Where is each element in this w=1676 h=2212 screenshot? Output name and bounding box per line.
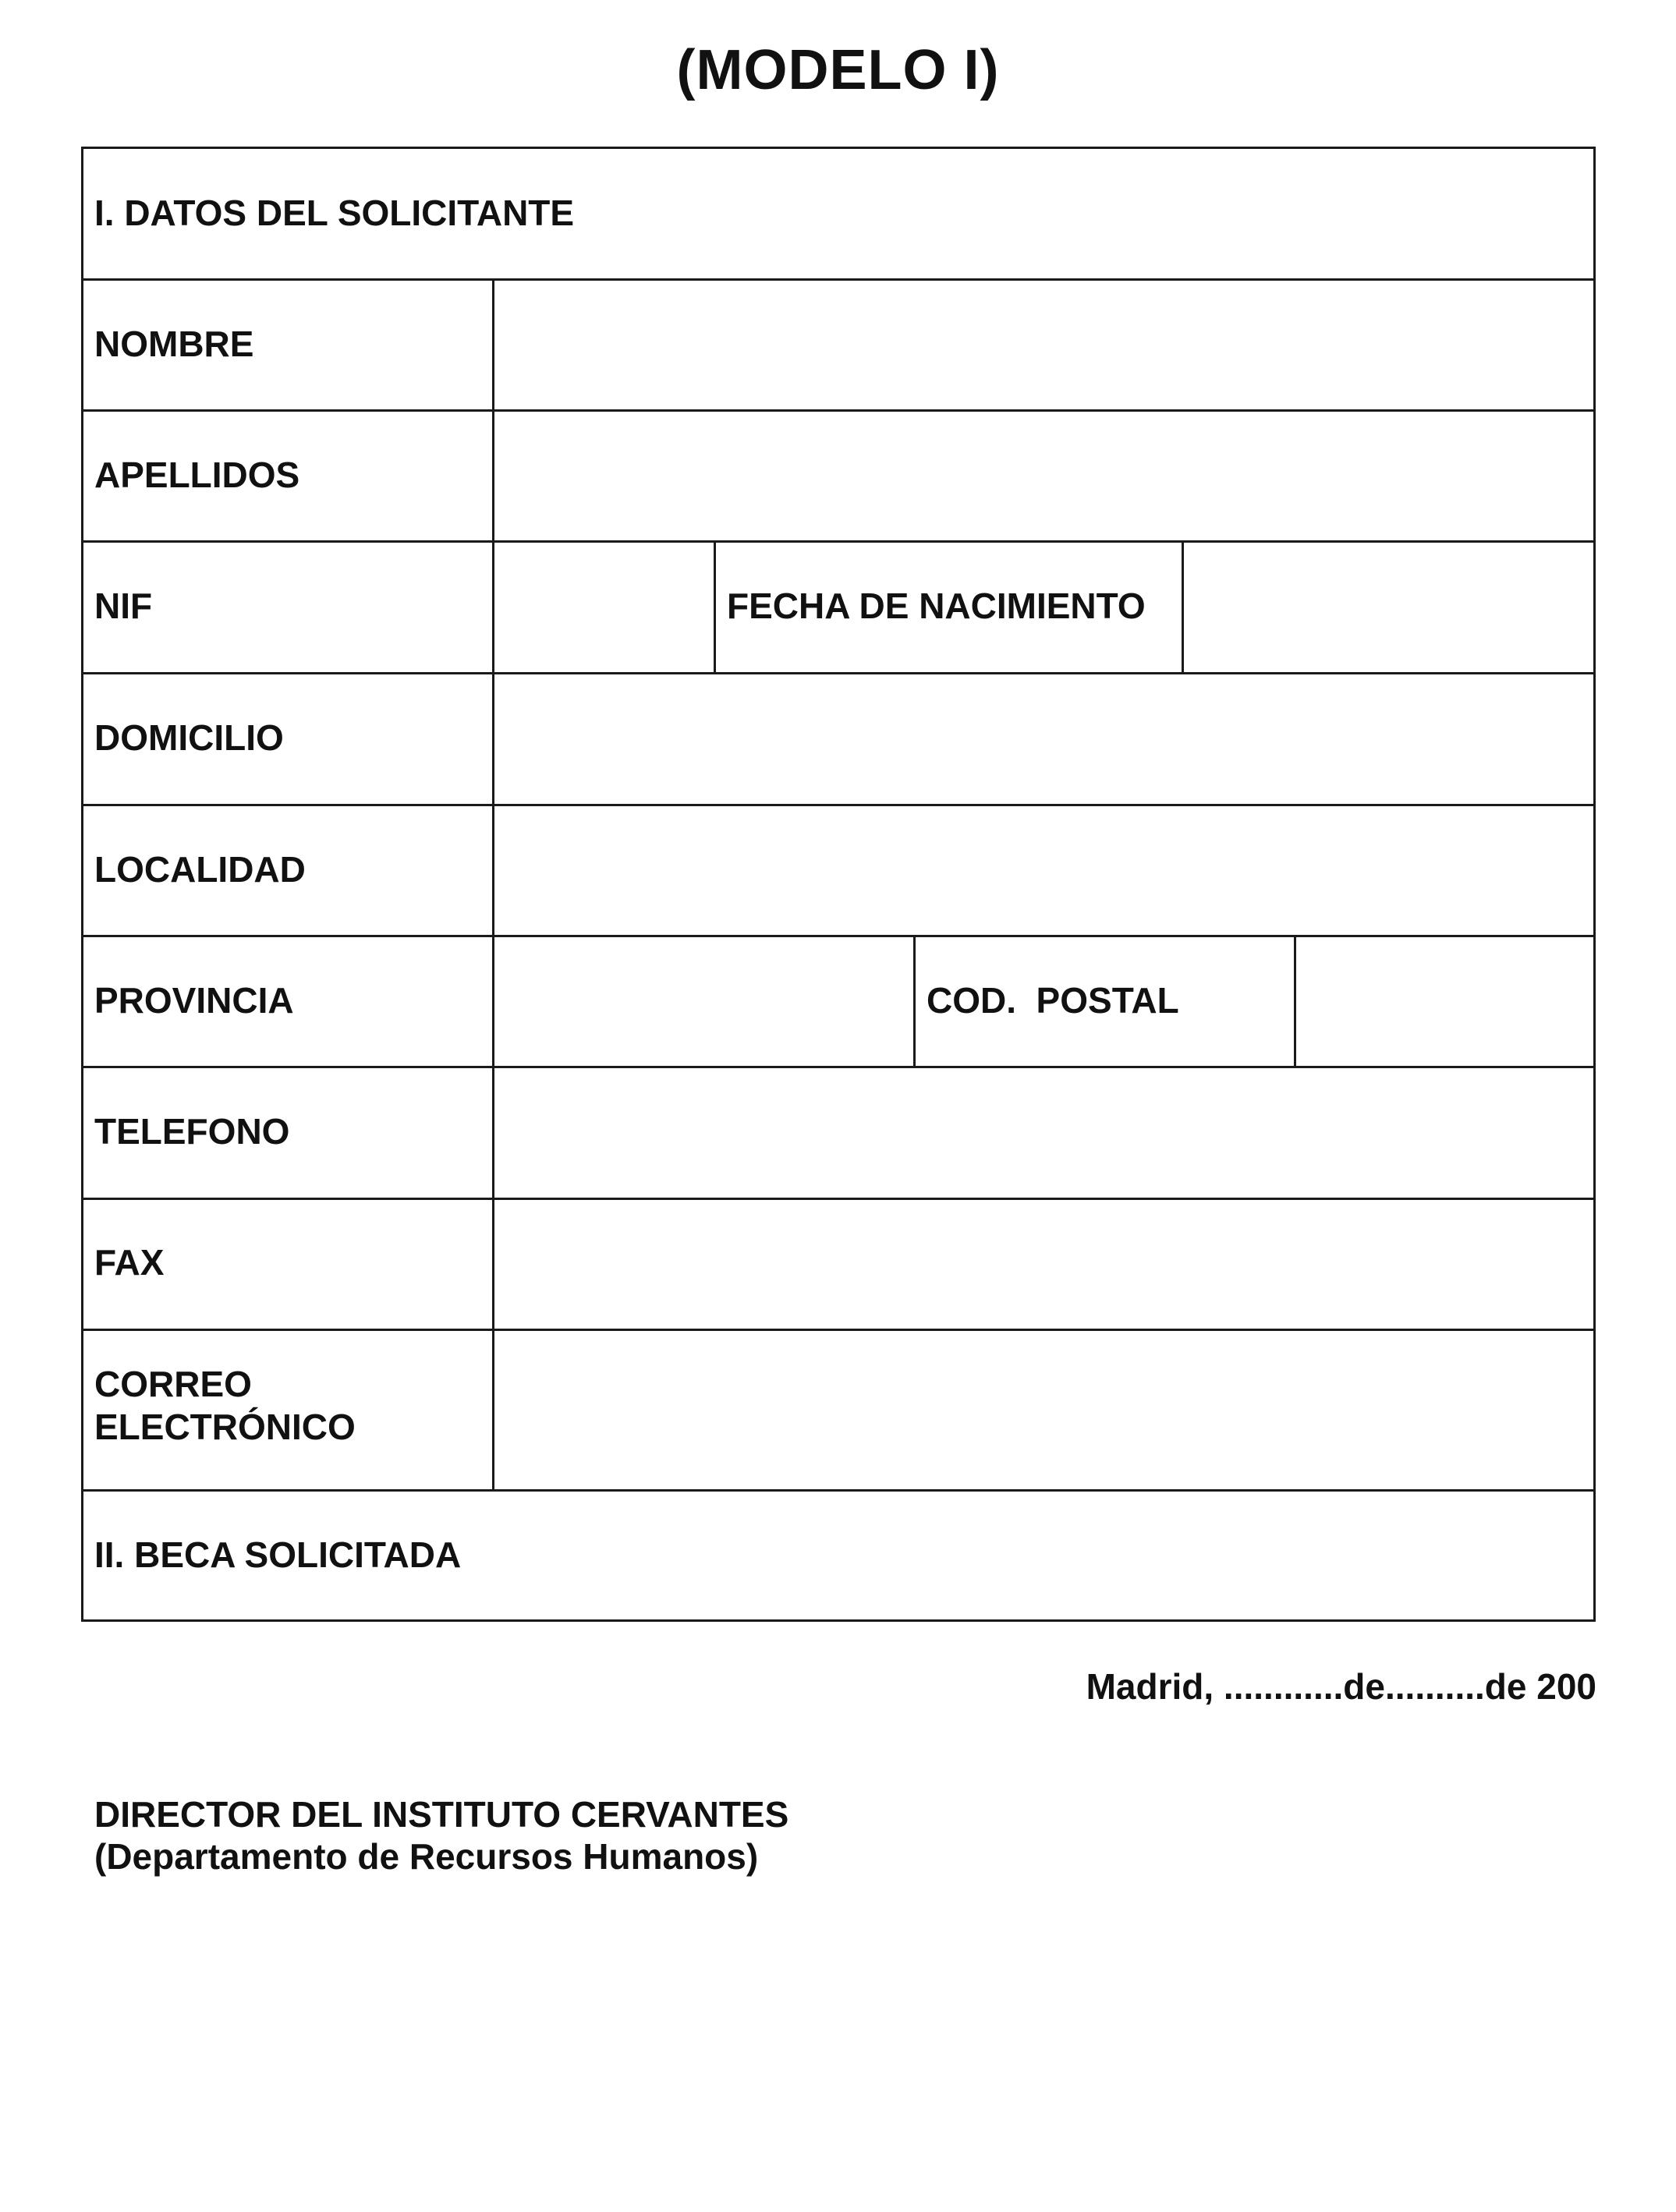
field-nombre[interactable]: [494, 281, 1593, 409]
addressee-line-1: DIRECTOR DEL INSTITUTO CERVANTES: [94, 1794, 789, 1835]
field-cod-postal[interactable]: [1296, 937, 1593, 1066]
column-divider: [913, 935, 916, 1068]
label-nif: NIF: [94, 586, 153, 626]
label-apellidos: APELLIDOS: [94, 455, 300, 495]
page-title: (MODELO I): [676, 39, 1000, 101]
label-correo: CORREO: [94, 1364, 252, 1404]
field-beca-solicitada[interactable]: [83, 1492, 1593, 1619]
label-domicilio: DOMICILIO: [94, 717, 284, 758]
label-electronico: ELECTRÓNICO: [94, 1407, 356, 1447]
column-divider: [714, 540, 716, 674]
label-nombre: NOMBRE: [94, 324, 254, 364]
label-fax: FAX: [94, 1242, 165, 1283]
field-correo-electronico[interactable]: [494, 1331, 1593, 1489]
field-apellidos[interactable]: [494, 412, 1593, 540]
field-telefono[interactable]: [494, 1068, 1593, 1198]
label-localidad: LOCALIDAD: [94, 849, 306, 890]
addressee-line-2: (Departamento de Recursos Humanos): [94, 1836, 759, 1877]
field-fecha-nacimiento[interactable]: [1184, 543, 1593, 672]
addressee: [94, 1793, 788, 1878]
field-nif[interactable]: [494, 543, 714, 672]
label-fecha-nacimiento: FECHA DE NACIMIENTO: [727, 586, 1146, 626]
field-localidad[interactable]: [494, 806, 1593, 935]
section-heading-beca-solicitada: II. BECA SOLICITADA: [94, 1534, 462, 1575]
label-telefono: TELEFONO: [94, 1111, 290, 1152]
label-cod-postal: COD. POSTAL: [927, 980, 1179, 1021]
date-line: Madrid, ............de..........de 200: [1086, 1666, 1596, 1707]
field-domicilio[interactable]: [494, 674, 1593, 804]
field-fax[interactable]: [494, 1200, 1593, 1329]
field-provincia[interactable]: [494, 937, 913, 1066]
section-heading-datos-solicitante: I. DATOS DEL SOLICITANTE: [94, 193, 575, 233]
label-provincia: PROVINCIA: [94, 980, 294, 1021]
